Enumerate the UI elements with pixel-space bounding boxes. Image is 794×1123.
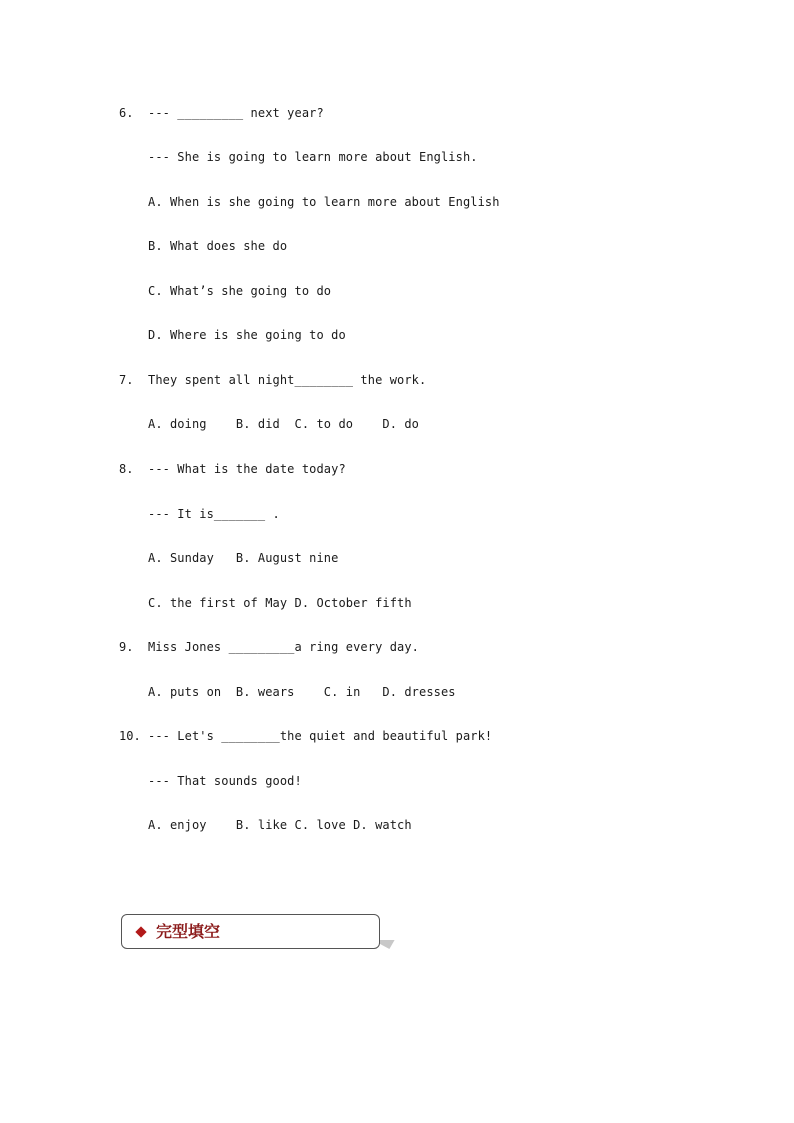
section-title: 完型填空 bbox=[156, 922, 221, 941]
question-7-prompt: They spent all night________ the work. bbox=[148, 373, 427, 387]
question-9-options: A. puts on B. wears C. in D. dresses bbox=[148, 685, 456, 699]
question-6-option-a: A. When is she going to learn more about English bbox=[148, 195, 500, 209]
question-8-options-ab: A. Sunday B. August nine bbox=[148, 551, 339, 565]
question-8-prompt: --- What is the date today? bbox=[148, 462, 346, 476]
question-10-number: 10. bbox=[119, 729, 141, 743]
question-7-options: A. doing B. did C. to do D. do bbox=[148, 417, 420, 431]
question-6-option-d: D. Where is she going to do bbox=[148, 328, 346, 342]
question-6-number: 6. bbox=[119, 106, 134, 120]
question-6-option-c: C. What’s she going to do bbox=[148, 284, 332, 298]
question-8-options-cd: C. the first of May D. October fifth bbox=[148, 596, 412, 610]
question-10-prompt: --- Let's ________the quiet and beautiful park! bbox=[148, 729, 493, 743]
question-7-number: 7. bbox=[119, 373, 134, 387]
question-8-response: --- It is_______ . bbox=[148, 507, 280, 521]
question-6-prompt: --- _________ next year? bbox=[148, 106, 324, 120]
question-6-response: --- She is going to learn more about English. bbox=[148, 150, 478, 164]
question-10-options: A. enjoy B. like C. love D. watch bbox=[148, 818, 412, 832]
question-9-prompt: Miss Jones _________a ring every day. bbox=[148, 640, 420, 654]
question-10-response: --- That sounds good! bbox=[148, 774, 302, 788]
question-9-number: 9. bbox=[119, 640, 134, 654]
question-6-option-b: B. What does she do bbox=[148, 239, 288, 253]
question-8-number: 8. bbox=[119, 462, 134, 476]
